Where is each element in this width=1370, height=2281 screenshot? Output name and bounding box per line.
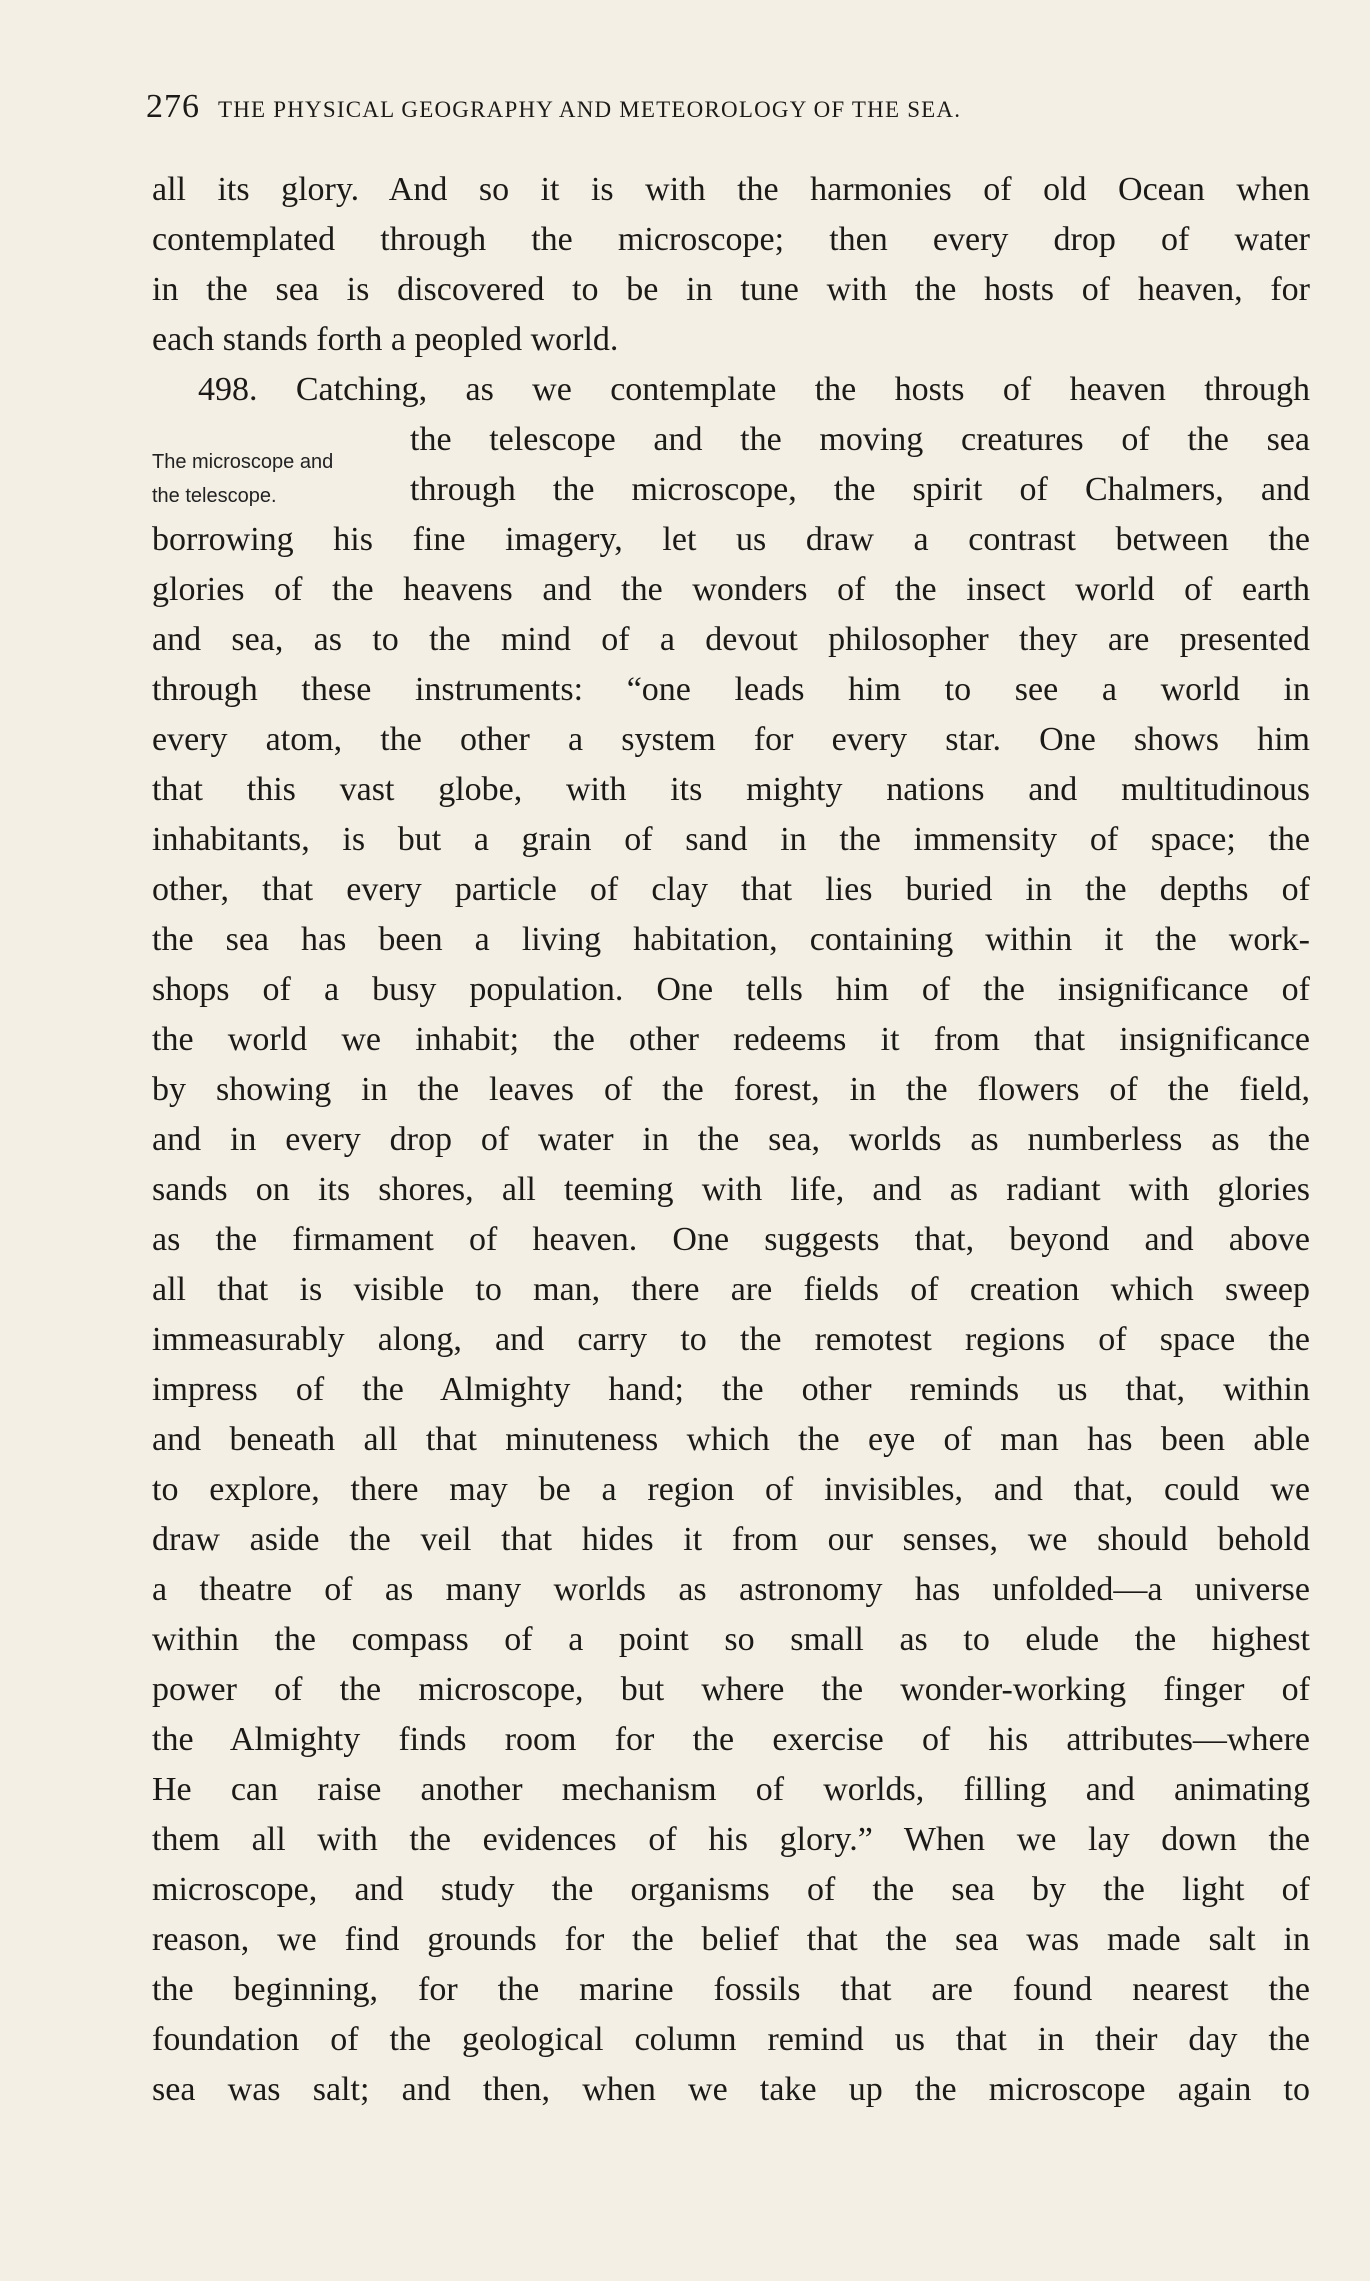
text-line: the world we inhabit; the other redeems it from that insignificance: [152, 1021, 1310, 1058]
text-line: power of the microscope, but where the wonder-working finger of: [152, 1671, 1310, 1708]
running-head: THE PHYSICAL GEOGRAPHY AND METEOROLOGY OF THE SEA.: [218, 97, 962, 122]
text-line: by showing in the leaves of the forest, in the flowers of the field,: [152, 1071, 1310, 1108]
text-line: to explore, there may be a region of invisibles, and that, could we: [152, 1471, 1310, 1508]
text-line: all its glory. And so it is with the harmonies of old Ocean when: [152, 171, 1310, 208]
paragraph-start-line: 498. Catching, as we contemplate the hosts of heaven through: [198, 371, 1310, 408]
text-line: He can raise another mechanism of worlds, filling and animating: [152, 1771, 1310, 1808]
text-line: immeasurably along, and carry to the remotest regions of space the: [152, 1321, 1310, 1358]
text-line: each stands forth a peopled world.: [152, 321, 619, 358]
text-line: as the firmament of heaven. One suggests that, beyond and above: [152, 1221, 1310, 1258]
text-line: reason, we find grounds for the belief that the sea was made salt in: [152, 1921, 1310, 1958]
text-line: draw aside the veil that hides it from our senses, we should behold: [152, 1521, 1310, 1558]
text-line: glories of the heavens and the wonders of the insect world of earth: [152, 571, 1310, 608]
text-line: through the microscope, the spirit of Chalmers, and: [410, 471, 1310, 508]
text-line: borrowing his fine imagery, let us draw a contrast between the: [152, 521, 1310, 558]
text-line: every atom, the other a system for every star. One shows him: [152, 721, 1310, 758]
text-line: shops of a busy population. One tells him of the insignificance of: [152, 971, 1310, 1008]
text-line: within the compass of a point so small as to elude the highest: [152, 1621, 1310, 1658]
text-line: and in every drop of water in the sea, worlds as numberless as the: [152, 1121, 1310, 1158]
text-line: and sea, as to the mind of a devout philosopher they are presented: [152, 621, 1310, 658]
text-line: that this vast globe, with its mighty nations and multitudinous: [152, 771, 1310, 808]
text-line: inhabitants, is but a grain of sand in the immensity of space; the: [152, 821, 1310, 858]
page-header: [146, 88, 1246, 128]
page-number: 276: [146, 88, 200, 125]
text-line: and beneath all that minuteness which the eye of man has been able: [152, 1421, 1310, 1458]
text-line: the Almighty finds room for the exercise of his attributes—where: [152, 1721, 1310, 1758]
text-line: foundation of the geological column remind us that in their day the: [152, 2021, 1310, 2058]
body-text: [152, 165, 1310, 2115]
margin-note-line: The microscope and: [152, 451, 334, 473]
margin-note-line: the telescope.: [152, 485, 277, 507]
text-line: the beginning, for the marine fossils that are found nearest the: [152, 1971, 1310, 2008]
text-line: other, that every particle of clay that lies buried in the depths of: [152, 871, 1310, 908]
text-line: through these instruments: “one leads him to see a world in: [152, 671, 1310, 708]
text-line: the telescope and the moving creatures of the sea: [410, 421, 1310, 458]
text-line: them all with the evidences of his glory.” When we lay down the: [152, 1821, 1310, 1858]
text-line: impress of the Almighty hand; the other reminds us that, within: [152, 1371, 1310, 1408]
text-line: microscope, and study the organisms of the sea by the light of: [152, 1871, 1310, 1908]
text-line: a theatre of as many worlds as astronomy has unfolded—a universe: [152, 1571, 1310, 1608]
text-line: sea was salt; and then, when we take up the microscope again to: [152, 2071, 1310, 2108]
text-line: contemplated through the microscope; then every drop of water: [152, 221, 1310, 258]
text-line: all that is visible to man, there are fields of creation which sweep: [152, 1271, 1310, 1308]
text-line: sands on its shores, all teeming with life, and as radiant with glories: [152, 1171, 1310, 1208]
text-line: in the sea is discovered to be in tune with the hosts of heaven, for: [152, 271, 1310, 308]
text-line: the sea has been a living habitation, containing within it the work-: [152, 921, 1310, 958]
